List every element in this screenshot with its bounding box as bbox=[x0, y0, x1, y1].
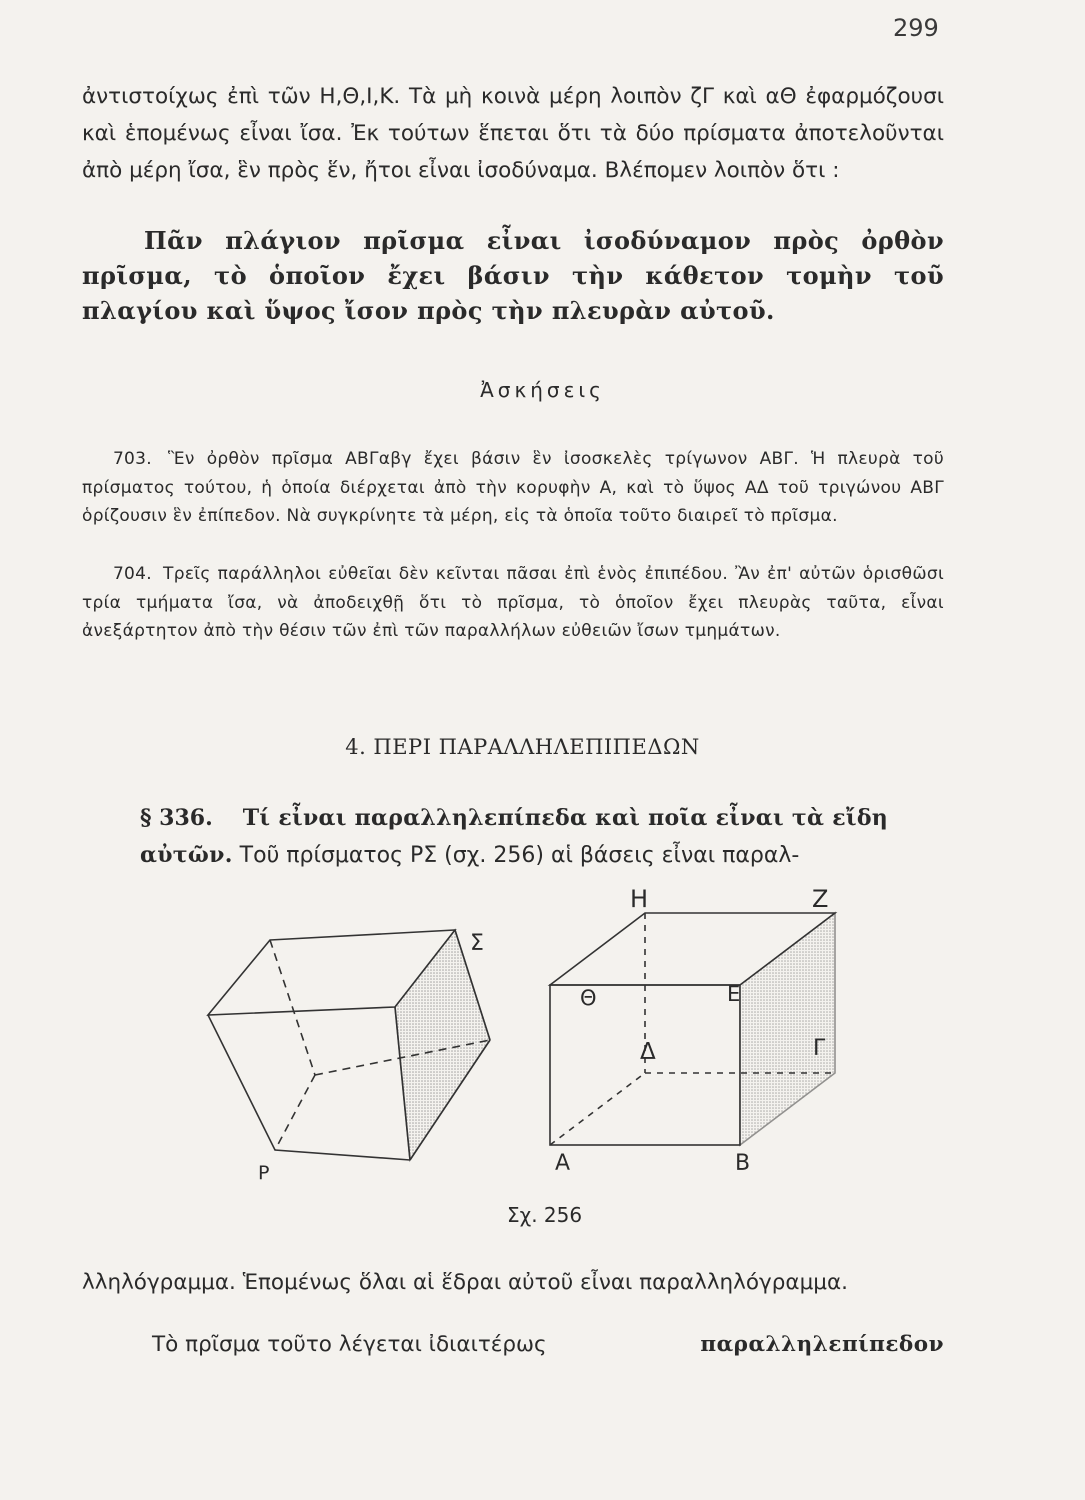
label-sigma: Σ bbox=[470, 931, 484, 956]
exercise-703 bbox=[82, 445, 944, 531]
label-rho: Ρ bbox=[258, 1162, 270, 1184]
label-epsilon: Ε bbox=[727, 982, 741, 1006]
intro-paragraph: ἀντιστοίχως ἐπὶ τῶν Η,Θ,Ι,Κ. Τὰ μὴ κοινὰ μέρη λοιπὸν ζΓ καὶ αΘ ἐφαρμόζουσι καὶ ἑπομένως εἶναι ἴσα. Ἐκ τούτων ἕπεται ὅτι τὰ δύο πρίσματα ἀποτελοῦνται ἀπὸ μέρη ἴσα, ἓν πρὸς ἕν, ἤτοι εἶναι ἰσοδύναμα. Βλέπομεν λοιπὸν ὅτι : bbox=[82, 84, 944, 183]
continuation-paragraph: λληλόγραμμα. Ἑπομένως ὅλαι αἱ ἕδραι αὐτοῦ εἶναι παραλληλόγραμμα. bbox=[82, 1270, 848, 1295]
label-alpha: Α bbox=[555, 1151, 571, 1176]
theorem-text: Πᾶν πλάγιον πρῖσμα εἶναι ἰσοδύναμον πρὸς ὀρθὸν πρῖσμα, τὸ ὁποῖον ἔχει βάσιν τὴν κάθετον τομὴν τοῦ πλαγίου καὶ ὕψος ἴσον πρὸς τὴν πλευρὰν αὐτοῦ. bbox=[82, 226, 944, 325]
label-theta: Θ bbox=[580, 986, 597, 1010]
figure-caption: Σχ. 256 bbox=[507, 1203, 583, 1227]
figure-256 bbox=[190, 885, 850, 1195]
last-line bbox=[82, 1332, 944, 1357]
rectangular-prism-drawing bbox=[550, 913, 835, 1145]
exercise-704 bbox=[82, 560, 944, 646]
exercise-text: Ἓν ὀρθὸν πρῖσμα ΑΒΓαβγ ἔχει βάσιν ἓν ἰσοσκελὲς τρίγωνον ΑΒΓ. Ἡ πλευρὰ τοῦ πρίσματος τούτου, ἡ ὁποία διέρχεται ἀπὸ τὴν κορυφὴν Α, καὶ τὸ ὕψος ΑΔ τοῦ τριγώνου ΑΒΓ ὁρίζουσιν ἓν ἐπίπεδον. Νὰ συγκρίνητε τὰ μέρη, εἰς τὰ ὁποῖα τοῦτο διαιρεῖ τὸ πρῖσμα. bbox=[82, 449, 944, 526]
exercises-heading: Ἀσκήσεις bbox=[480, 378, 605, 402]
exercise-number: 703. bbox=[112, 449, 152, 469]
label-beta: Β bbox=[735, 1151, 751, 1176]
last-line-text: Τὸ πρῖσμα τοῦτο λέγεται ἰδιαιτέρως bbox=[152, 1332, 547, 1357]
label-zeta: Ζ bbox=[812, 885, 829, 913]
section-heading: 4. ΠΕΡΙ ΠΑΡΑΛΛΗΛΕΠΙΠΕΔΩΝ bbox=[345, 735, 700, 759]
subsection-text: Τοῦ πρίσματος ΡΣ (σχ. 256) αἱ βάσεις εἶναι παραλ- bbox=[239, 843, 800, 868]
exercise-number: 704. bbox=[112, 564, 152, 584]
oblique-prism-drawing bbox=[208, 930, 490, 1160]
label-delta: Δ bbox=[640, 1039, 656, 1065]
subsection-title: Τί εἶναι παραλληλεπίπεδα καὶ ποῖα εἶναι τὰ εἴδη αὐτῶν. bbox=[140, 805, 889, 868]
label-eta: Η bbox=[630, 885, 649, 913]
label-gamma: Γ bbox=[813, 1036, 826, 1061]
exercise-text: Τρεῖς παράλληλοι εὐθεῖαι δὲν κεῖνται πᾶσαι ἐπὶ ἑνὸς ἐπιπέδου. Ἂν ἐπ' αὐτῶν ὁρισθῶσι τρία τμήματα ἴσα, νὰ ἀποδειχθῇ ὅτι τὸ πρῖσμα, τὸ ὁποῖον ἔχει πλευρὰς ταῦτα, εἶναι ἀνεξάρτητον ἀπὸ τὴν θέσιν τῶν ἐπὶ τῶν παραλλήλων εὐθειῶν ἴσων τμημάτων. bbox=[82, 564, 944, 641]
subsection-number: § 336. bbox=[140, 805, 213, 831]
page-number: 299 bbox=[893, 14, 939, 42]
last-line-bold-term: παραλληλεπίπεδον bbox=[700, 1332, 944, 1357]
subsection-336 bbox=[140, 800, 944, 874]
theorem-statement bbox=[82, 223, 944, 328]
